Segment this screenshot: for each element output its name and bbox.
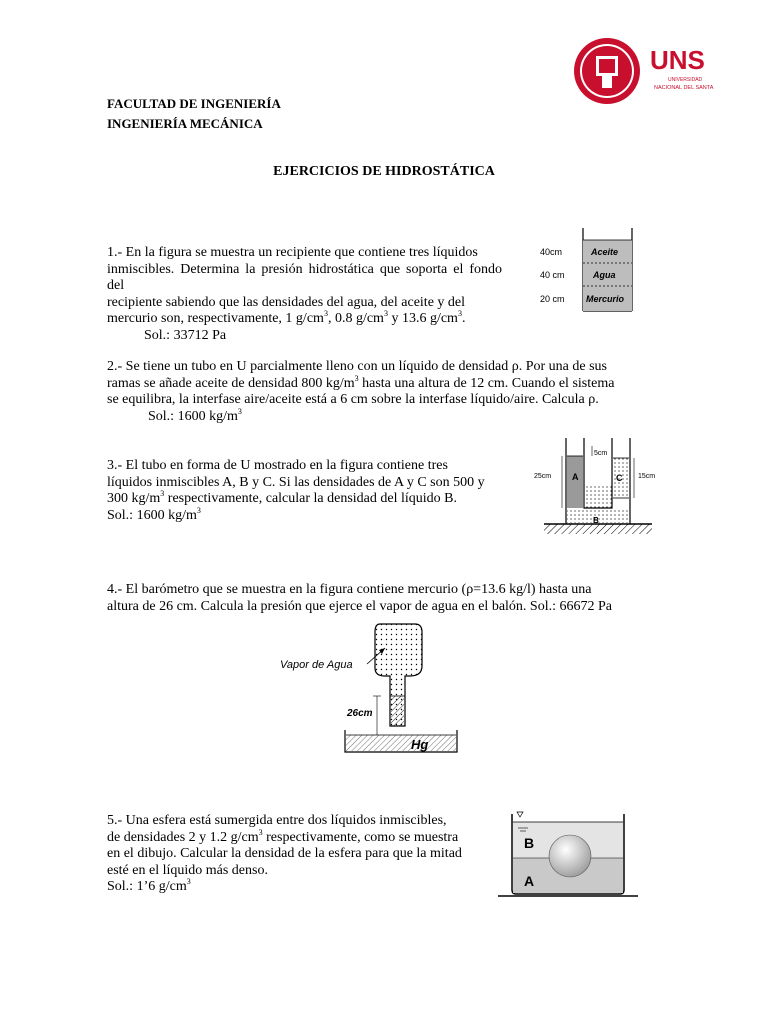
logo-sub2: NACIONAL DEL SANTA	[654, 85, 714, 91]
exercise-1-line: inmiscibles. Determina la presión hidrostática que soporta el fondo del	[107, 261, 502, 293]
exercise-5	[107, 813, 463, 896]
exercise-5-line: de densidades 2 y 1.2 $g/cm^3$ respectivamente, como se muestra	[107, 827, 459, 845]
logo-sub1: UNIVERSIDAD	[668, 77, 703, 83]
layer-1-height: 40cm	[540, 247, 563, 257]
dim-top: 5cm	[594, 450, 608, 457]
vapor-label: Vapor de Agua	[280, 659, 353, 671]
exercise-3-line: 300 $kg/m^3$ respectivamente, calcular la densidad del líquido B.	[107, 489, 458, 506]
layer-1-name: Aceite	[591, 247, 619, 257]
faculty-heading: FACULTAD DE INGENIERÍA	[107, 96, 281, 111]
exercise-2-solution: Sol.: 1600 $kg/m^3$	[148, 406, 242, 424]
exercise-2-line: ramas se añade aceite de densidad 800 $kg/m^3$ hasta una altura de 12 cm. Cuando el sistema	[107, 373, 615, 391]
exercise-3-line: 3.- El tubo en forma de U mostrado en la figura contiene tres	[107, 458, 448, 473]
exercise-1-line: recipiente sabiendo que las densidades del agua, del aceite y del	[107, 294, 466, 310]
exercise-3-solution: Sol.: 1600 $kg/m^3$	[107, 505, 201, 523]
exercise-4-line: altura de 26 cm. Calcula la presión que ejerce el vapor de agua en el balón. Sol.: 66672 Pa	[107, 598, 612, 614]
exercise-1-line: mercurio son, respectivamente, 1 $g/cm^3$, 0.8 $g/cm^3$ y 13.6 $g/cm^3$.	[107, 309, 466, 326]
university-seal-icon	[572, 36, 722, 108]
exercise-2	[107, 359, 635, 425]
exercise-1-line: 1.- En la figura se muestra un recipiente que contiene tres líquidos	[107, 245, 478, 260]
department-heading: INGENIERÍA MECÁNICA	[107, 116, 263, 131]
layer-2-height: 40 cm	[540, 270, 565, 280]
layer-3-name: Mercurio	[586, 294, 625, 304]
liquid-a-label: A	[524, 873, 535, 889]
logo-text: UNS	[650, 45, 705, 75]
figure-1-container	[540, 228, 640, 316]
liquid-b-label: B	[524, 835, 535, 851]
liquid-b-label: B	[593, 516, 599, 525]
layer-2-name: Agua	[593, 270, 616, 280]
dim-right: 15cm	[638, 473, 656, 480]
exercise-5-solution: Sol.: 1’6 $g/cm^3$	[107, 877, 191, 894]
exercise-4-line: 4.- El barómetro que se muestra en la figura contiene mercurio (ρ=13.6 kg/l) hasta una	[107, 582, 592, 597]
exercise-5-line: esté en el líquido más denso.	[107, 862, 268, 878]
exercise-2-line: se equilibra, la interfase aire/aceite está a 6 cm sobre la interfase líquido/aire. Calcula ρ.	[107, 392, 599, 407]
exercise-3-line: líquidos inmiscibles A, B y C. Si las densidades de A y C son 500 y	[107, 474, 485, 490]
figure-4-barometer	[275, 618, 475, 758]
figure-3-utube	[530, 438, 660, 538]
exercise-4	[107, 582, 635, 615]
layer-3-height: 20 cm	[540, 294, 565, 304]
exercise-5-line: en el dibujo. Calcular la densidad de la esfera para que la mitad	[107, 846, 462, 861]
liquid-c-label: C	[616, 473, 623, 483]
exercise-2-line: 2.- Se tiene un tubo en U parcialmente lleno con un líquido de densidad ρ. Por una de sus	[107, 359, 607, 374]
liquid-a-label: A	[572, 472, 579, 482]
page-title: EJERCICIOS DE HIDROSTÁTICA	[273, 164, 495, 179]
dim-left: 25cm	[534, 473, 552, 480]
figure-5-sphere	[498, 806, 638, 900]
university-logo	[572, 36, 722, 108]
hg-label: Hg	[411, 737, 429, 752]
exercise-1	[107, 245, 502, 344]
height-label: 26cm	[347, 708, 373, 719]
exercise-3	[107, 458, 492, 524]
exercise-1-solution: Sol.: 33712 Pa	[144, 327, 227, 343]
exercise-5-line: 5.- Una esfera está sumergida entre dos líquidos inmiscibles,	[107, 813, 447, 828]
